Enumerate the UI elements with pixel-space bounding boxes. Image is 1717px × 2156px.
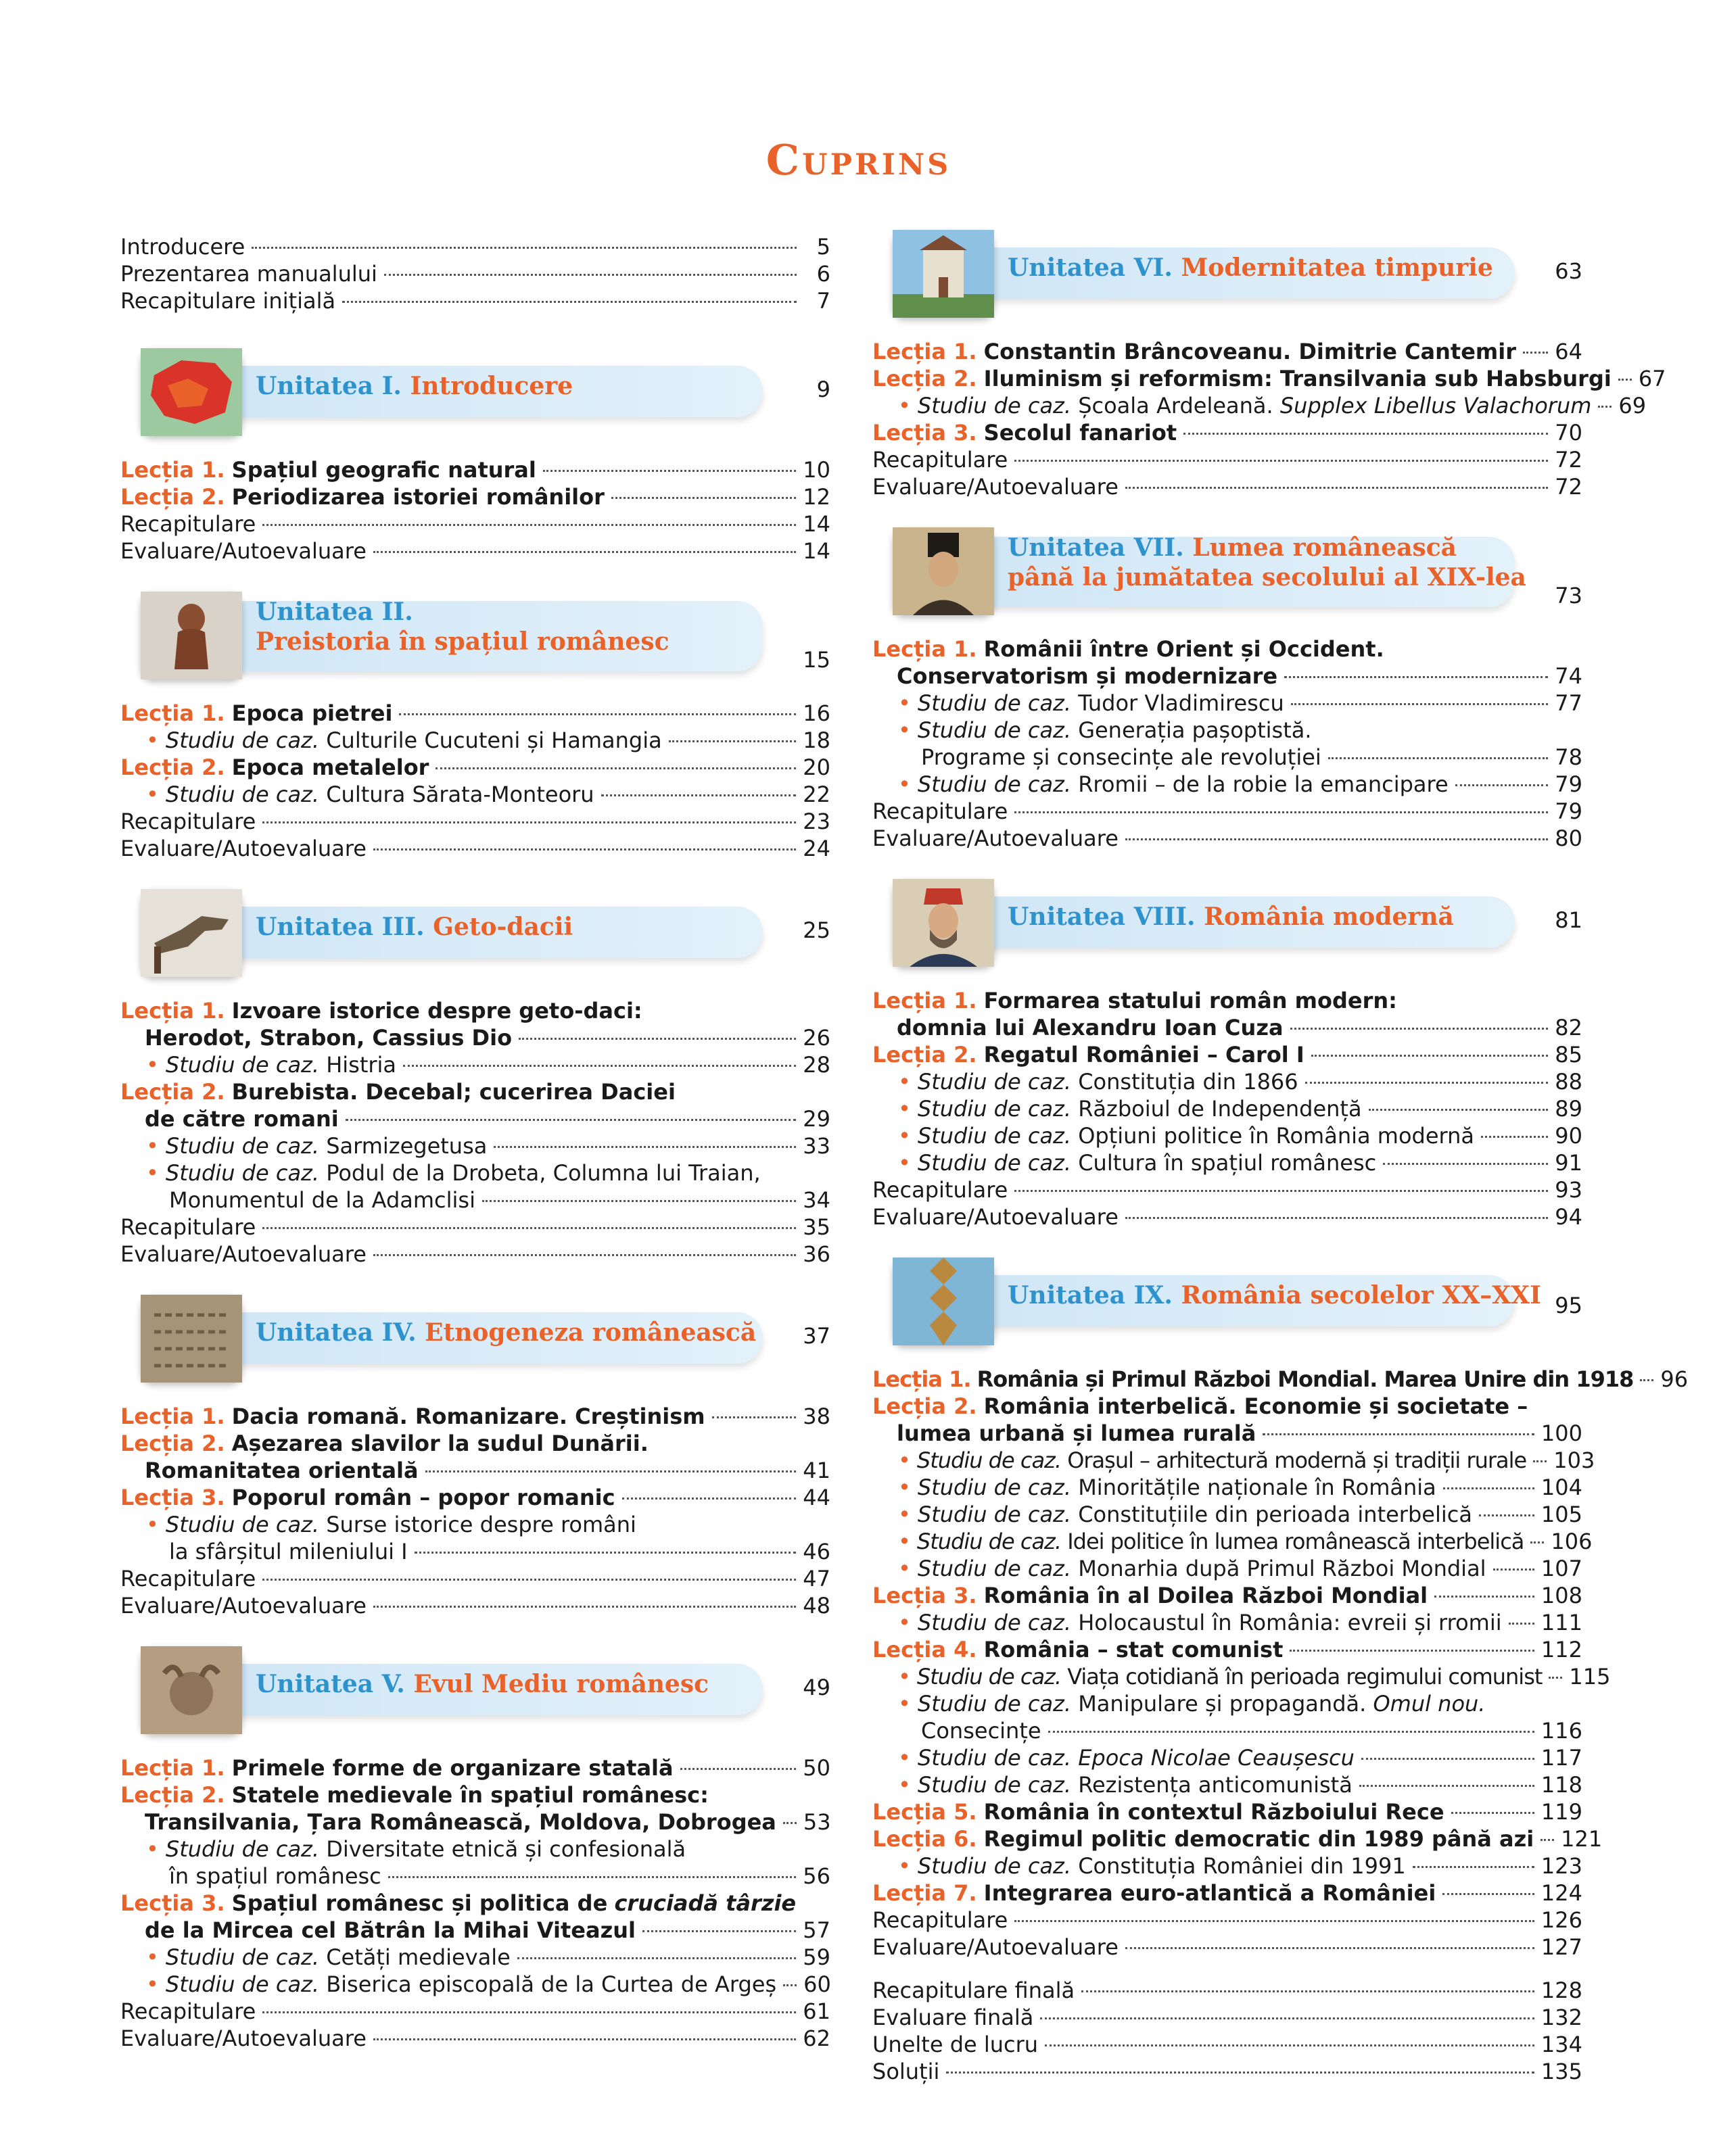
toc-lesson[interactable]: Lecția 1. România și Primul Război Mondial. Marea Unire din 1918 96 (872, 1366, 1689, 1392)
unit-5-header[interactable]: Unitatea V. Evul Mediu românesc 49 (120, 1639, 830, 1741)
toc-entry[interactable]: Recapitulare finală 128 (872, 1978, 1582, 2003)
toc-entry[interactable]: Evaluare/Autoevaluare 36 (120, 1241, 830, 1267)
toc-case-study[interactable]: • Studiu de caz. Generația pașoptistă. (898, 717, 1312, 743)
toc-lesson[interactable]: Lecția 6. Regimul politic democratic din 1989 până azi 121 (872, 1826, 1603, 1852)
toc-entry[interactable]: Recapitulare 23 (120, 809, 830, 834)
toc-lesson[interactable]: Lecția 5. România în contextul Războiului Rece 119 (872, 1799, 1582, 1825)
toc-lesson-cont[interactable]: Romanitatea orientală 41 (145, 1458, 830, 1483)
toc-entry[interactable]: Recapitulare 79 (872, 798, 1582, 824)
toc-case-study[interactable]: • Studiu de caz. Sarmizegetusa 33 (146, 1133, 830, 1159)
toc-entry[interactable]: Recapitulare 47 (120, 1566, 830, 1591)
palace-image (893, 230, 994, 318)
toc-entry[interactable]: Soluții 135 (872, 2059, 1582, 2084)
aurochs-relief-image (141, 1646, 242, 1734)
unit-9-header[interactable]: Unitatea IX. România secolelor XX–XXI 95 (872, 1251, 1582, 1352)
toc-entry[interactable]: Unelte de lucru 134 (872, 2032, 1582, 2057)
toc-lesson[interactable]: Lecția 1. Dacia romană. Romanizare. Creștinism 38 (120, 1404, 830, 1429)
toc-entry[interactable]: Evaluare/Autoevaluare 127 (872, 1934, 1582, 1960)
toc-entry[interactable]: Recapitulare 61 (120, 1998, 830, 2024)
toc-lesson[interactable]: Lecția 7. Integrarea euro-atlantică a României 124 (872, 1880, 1582, 1906)
toc-case-study[interactable]: • Studiu de caz. Constituția României din 1991 123 (898, 1853, 1582, 1879)
toc-entry[interactable]: Evaluare/Autoevaluare 72 (872, 474, 1582, 500)
toc-entry[interactable]: Recapitulare 35 (120, 1214, 830, 1240)
toc-lesson[interactable]: Lecția 3. Spațiul românesc și politica de cruciadă târzie (120, 1890, 797, 1916)
toc-lesson[interactable]: Lecția 1. Formarea statului român modern: (872, 988, 1397, 1013)
toc-case-study[interactable]: • Studiu de caz. Viața cotidiană în perioada regimului comunist 115 (898, 1664, 1611, 1690)
unit-3-header[interactable]: Unitatea III. Geto-dacii 25 (120, 882, 830, 984)
toc-entry[interactable]: Evaluare finală 132 (872, 2005, 1582, 2030)
toc-lesson[interactable]: Lecția 2. Iluminism și reformism: Transilvania sub Habsburgi 67 (872, 366, 1666, 391)
toc-entry[interactable]: Evaluare/Autoevaluare 48 (120, 1593, 830, 1619)
portrait-carol-image (893, 879, 994, 967)
toc-lesson[interactable]: Lecția 2. Epoca metalelor 20 (120, 754, 830, 780)
toc-case-study[interactable]: • Studiu de caz. Holocaustul în România: evreii și rromii 111 (898, 1610, 1582, 1635)
unit-4-header[interactable]: Unitatea IV. Etnogeneza românească 37 (120, 1288, 830, 1389)
toc-case-study[interactable]: • Studiu de caz. Histria 28 (146, 1052, 830, 1078)
toc-case-study[interactable]: • Studiu de caz. Cetăți medievale 59 (146, 1944, 830, 1970)
toc-case-study[interactable]: • Studiu de caz. Cultura Sărata-Monteoru 22 (146, 782, 830, 807)
toc-lesson[interactable]: Lecția 2. Statele medievale în spațiul românesc: (120, 1782, 709, 1808)
toc-entry[interactable]: Recapitulare 72 (872, 447, 1582, 473)
toc-entry[interactable]: Evaluare/Autoevaluare 14 (120, 538, 830, 564)
toc-lesson[interactable]: Lecția 1. Constantin Brâncoveanu. Dimitrie Cantemir 64 (872, 339, 1582, 364)
toc-lesson[interactable]: Lecția 2. Așezarea slavilor la sudul Dunării. (120, 1431, 649, 1456)
toc-left-column (120, 233, 830, 2052)
toc-entry[interactable]: Evaluare/Autoevaluare 94 (872, 1204, 1582, 1230)
toc-case-study[interactable]: • Studiu de caz. Rezistența anticomunistă 118 (898, 1772, 1582, 1798)
statuette-image (141, 592, 242, 679)
toc-case-study[interactable]: • Studiu de caz. Rromii – de la robie la emancipare 79 (898, 771, 1582, 797)
toc-case-study[interactable]: • Studiu de caz. Constituția din 1866 88 (898, 1069, 1582, 1095)
toc-lesson[interactable]: Lecția 3. Secolul fanariot 70 (872, 420, 1582, 446)
romania-map-image (141, 348, 242, 436)
toc-lesson[interactable]: Lecția 1. Spațiul geografic natural 10 (120, 457, 830, 483)
toc-lesson-cont[interactable]: lumea urbană și lumea rurală 100 (897, 1420, 1582, 1446)
toc-case-study-cont[interactable]: Consecințe 116 (921, 1718, 1582, 1744)
toc-lesson[interactable]: Lecția 1. Izvoare istorice despre geto-daci: (120, 998, 642, 1024)
toc-case-study-cont[interactable]: Monumentul de la Adamclisi 34 (169, 1187, 830, 1213)
toc-entry[interactable]: Prezentarea manualului 6 (120, 261, 830, 287)
toc-entry[interactable]: Evaluare/Autoevaluare 62 (120, 2026, 830, 2051)
dacian-dragon-image (141, 889, 242, 977)
toc-case-study[interactable]: • Studiu de caz. Minoritățile naționale în România 104 (898, 1475, 1582, 1500)
toc-case-study[interactable]: • Studiu de caz. Diversitate etnică și confesională (146, 1836, 686, 1862)
toc-entry[interactable]: Recapitulare 14 (120, 511, 830, 537)
toc-case-study-cont[interactable]: la sfârșitul mileniului I 46 (169, 1539, 830, 1564)
stone-inscription-image (141, 1295, 242, 1383)
toc-case-study[interactable]: • Studiu de caz. Școala Ardeleană. Supplex Libellus Valachorum 69 (898, 393, 1647, 418)
toc-case-study[interactable]: • Studiu de caz. Idei politice în lumea românească interbelică 106 (898, 1529, 1593, 1554)
toc-case-study[interactable]: • Studiu de caz. Monarhia după Primul Război Mondial 107 (898, 1556, 1582, 1581)
toc-case-study[interactable]: • Studiu de caz. Tudor Vladimirescu 77 (898, 690, 1582, 716)
toc-lesson-cont[interactable]: Conservatorism și modernizare 74 (897, 663, 1582, 689)
toc-case-study[interactable]: • Studiu de caz. Războiul de Independență 89 (898, 1096, 1582, 1122)
portrait-tudor-image (893, 527, 994, 615)
unit-1-header[interactable]: Unitatea I. Introducere 9 (120, 341, 830, 443)
toc-lesson[interactable]: Lecția 2. România interbelică. Economie și societate – (872, 1393, 1528, 1419)
toc-entry[interactable]: Recapitulare 93 (872, 1177, 1582, 1203)
toc-case-study[interactable]: • Studiu de caz. Podul de la Drobeta, Columna lui Traian, (146, 1160, 761, 1186)
toc-entry[interactable]: Introducere 5 (120, 234, 830, 260)
toc-lesson[interactable]: Lecția 1. Primele forme de organizare statală 50 (120, 1755, 830, 1781)
toc-lesson[interactable]: Lecția 4. România – stat comunist 112 (872, 1637, 1582, 1662)
toc-case-study[interactable]: • Studiu de caz. Manipulare și propagandă. Omul nou. (898, 1691, 1486, 1717)
toc-case-study[interactable]: • Studiu de caz. Orașul – arhitectură modernă și tradiții rurale 103 (898, 1447, 1595, 1473)
toc-lesson[interactable]: Lecția 2. Burebista. Decebal; cucerirea Daciei (120, 1079, 676, 1105)
toc-lesson-cont[interactable]: de la Mircea cel Bătrân la Mihai Viteazul 57 (145, 1917, 830, 1943)
toc-entry[interactable]: Evaluare/Autoevaluare 24 (120, 836, 830, 861)
toc-entry[interactable]: Recapitulare inițială 7 (120, 288, 830, 314)
toc-lesson[interactable]: Lecția 3. România în al Doilea Război Mondial 108 (872, 1583, 1582, 1608)
toc-lesson-cont[interactable]: domnia lui Alexandru Ioan Cuza 82 (897, 1015, 1582, 1040)
toc-lesson-cont[interactable]: Herodot, Strabon, Cassius Dio 26 (145, 1025, 830, 1051)
toc-lesson[interactable]: Lecția 2. Periodizarea istoriei românilor 12 (120, 484, 830, 510)
toc-case-study[interactable]: • Studiu de caz. Surse istorice despre români (146, 1512, 636, 1537)
toc-case-study[interactable]: • Studiu de caz. Biserica episcopală de la Curtea de Argeș 60 (146, 1971, 831, 1997)
unit-2-header[interactable]: Unitatea II. Preistoria în spațiul românesc 15 (120, 585, 830, 686)
toc-case-study[interactable]: • Studiu de caz. Culturile Cucuteni și Hamangia 18 (146, 727, 830, 753)
page-title: Cuprins (766, 135, 951, 185)
toc-right-column (872, 223, 1689, 2085)
toc-entry[interactable]: Evaluare/Autoevaluare 80 (872, 825, 1582, 851)
toc-lesson[interactable]: Lecția 2. Regatul României – Carol I 85 (872, 1042, 1582, 1068)
unit-7-header[interactable]: Unitatea VII. Lumea românească până la jumătatea secolului al XIX-lea 73 (872, 521, 1582, 622)
toc-case-study-cont[interactable]: Programe și consecințe ale revoluției 78 (921, 744, 1582, 770)
unit-6-header[interactable]: Unitatea VI. Modernitatea timpurie 63 (872, 223, 1582, 325)
toc-lesson[interactable]: Lecția 3. Poporul român – popor romanic 44 (120, 1485, 830, 1510)
toc-lesson[interactable]: Lecția 1. Românii între Orient și Occident. (872, 636, 1384, 662)
toc-case-study[interactable]: • Studiu de caz. Epoca Nicolae Ceaușescu 117 (898, 1745, 1582, 1771)
toc-lesson[interactable]: Lecția 1. Epoca pietrei 16 (120, 700, 830, 726)
unit-8-header[interactable]: Unitatea VIII. România modernă 81 (872, 872, 1582, 974)
toc-case-study-cont[interactable]: în spațiul românesc 56 (169, 1863, 830, 1889)
toc-lesson-cont[interactable]: Transilvania, Țara Românească, Moldova, Dobrogea 53 (145, 1809, 831, 1835)
endless-column-image (893, 1257, 994, 1345)
toc-case-study[interactable]: • Studiu de caz. Cultura în spațiul românesc 91 (898, 1150, 1582, 1176)
toc-case-study[interactable]: • Studiu de caz. Constituțiile din perioada interbelică 105 (898, 1502, 1582, 1527)
toc-entry[interactable]: Recapitulare 126 (872, 1907, 1582, 1933)
toc-case-study[interactable]: • Studiu de caz. Opțiuni politice în România modernă 90 (898, 1123, 1582, 1149)
toc-lesson-cont[interactable]: de către romani 29 (145, 1106, 830, 1132)
